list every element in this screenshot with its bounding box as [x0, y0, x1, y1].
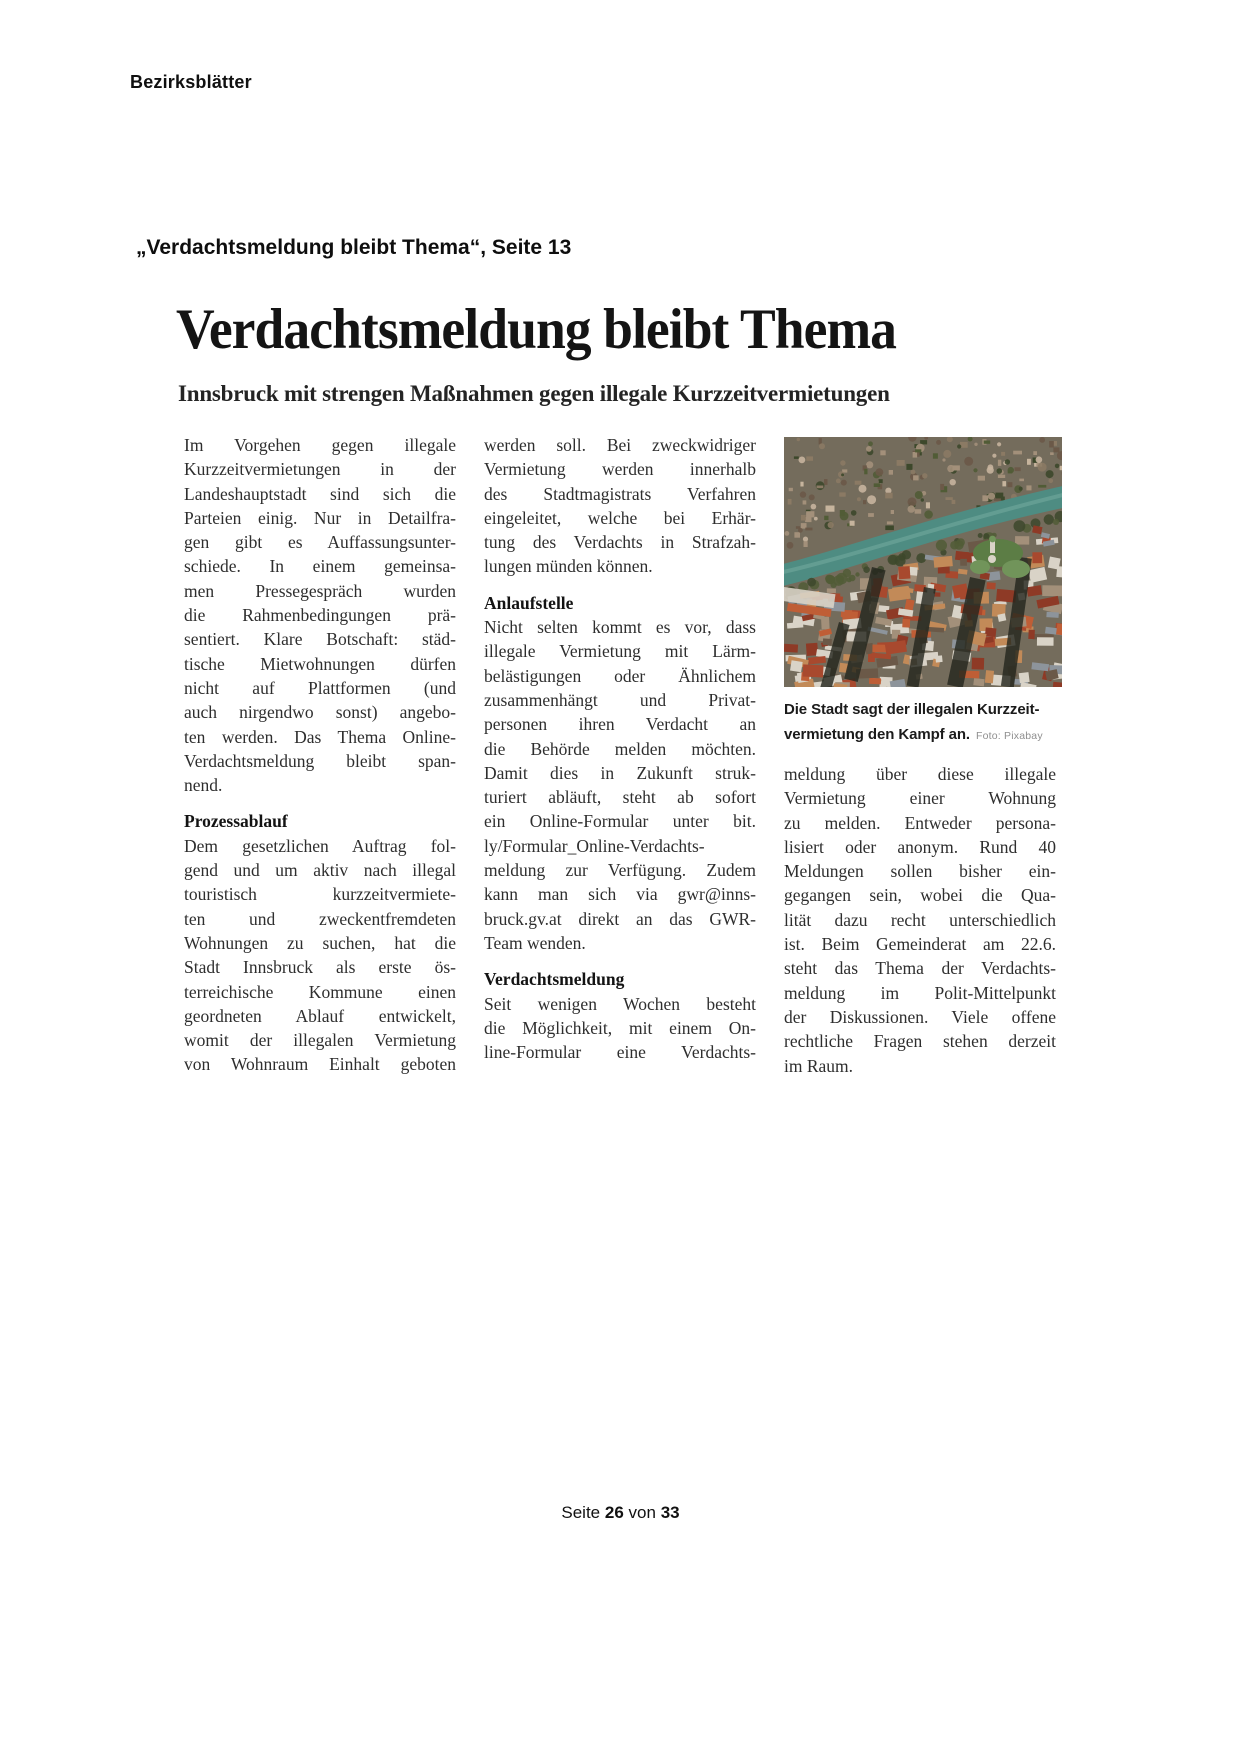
- article-line: zusammenhängt und Privat-: [484, 689, 756, 710]
- article-line: tung des Verdachts in Strafzah-: [484, 532, 756, 553]
- article-line: meldung über diese illegale: [784, 764, 1056, 784]
- paragraph: [484, 433, 756, 579]
- article-line: turiert abläuft, steht ab sofort: [484, 787, 756, 808]
- article-line: von Wohnraum Einhalt geboten: [184, 1054, 456, 1075]
- article-line: Vermietung einer Wohnung: [784, 788, 1056, 809]
- article-line: die Möglichkeit, mit einem On-: [484, 1017, 756, 1038]
- article-line: ly/Formular_Online-Verdachts-: [484, 835, 705, 856]
- photo-credit: Foto: Pixabay: [975, 730, 1043, 742]
- page-footer: [0, 1503, 1241, 1523]
- article-line: personen ihren Verdacht an: [484, 714, 756, 735]
- article-line: Kurzzeitvermietungen in der: [184, 459, 456, 480]
- article-line: auch nirgendwo sonst) angebo-: [184, 702, 456, 723]
- article-line: die Behörde melden möchten.: [484, 738, 756, 759]
- article-line: gen gibt es Auffassungsunter-: [184, 532, 456, 553]
- article-subheadline: Innsbruck mit strengen Maßnahmen gegen illegale Kurzzeitvermietungen: [178, 381, 890, 406]
- article-line: geordneten Ablauf entwickelt,: [184, 1005, 456, 1026]
- article-line: schiede. In einem gemeinsa-: [184, 556, 456, 577]
- paragraph: [484, 992, 756, 1065]
- caption-line: Die Stadt sagt der illegalen Kurzzeit-: [784, 701, 1040, 718]
- article-line: steht das Thema der Verdachts-: [784, 958, 1056, 979]
- article-line: Seit wenigen Wochen besteht: [484, 993, 756, 1014]
- article-line: nicht auf Plattformen (und: [184, 677, 456, 698]
- article-line: des Stadtmagistrats Verfahren: [484, 483, 756, 504]
- article-line: eingeleitet, welche bei Erhär-: [484, 507, 756, 528]
- article-line: Stadt Innsbruck als erste ös-: [184, 957, 456, 978]
- article-line: sentiert. Klare Botschaft: städ-: [184, 629, 456, 650]
- section-heading: Verdachtsmeldung: [484, 969, 625, 990]
- article-headline: Verdachtsmeldung bleibt Thema: [176, 298, 896, 361]
- article-line: Vermietung werden innerhalb: [484, 459, 756, 480]
- article-line: Im Vorgehen gegen illegale: [184, 435, 456, 455]
- article-line: meldung im Polit-Mittelpunkt: [784, 982, 1056, 1003]
- article-line: ten werden. Das Thema Online-: [184, 726, 456, 747]
- article-line: lität dazu recht unterschiedlich: [784, 909, 1056, 930]
- paragraph: [784, 762, 1056, 1078]
- article-line: gegangen sein, wobei die Qua-: [784, 885, 1056, 906]
- article-line: meldung zur Verfügung. Zudem: [484, 860, 756, 881]
- article-line: Meldungen sollen bisher ein-: [784, 861, 1056, 882]
- article-line: lungen münden können.: [484, 556, 653, 577]
- total-page-number: 33: [660, 1503, 680, 1522]
- article-line: Wohnungen zu suchen, hat die: [184, 932, 456, 953]
- photo-caption: [784, 697, 1062, 749]
- article-line: ein Online-Formular unter bit.: [484, 811, 756, 832]
- article-line: zu melden. Entweder persona-: [784, 812, 1056, 833]
- article-line: der Diskussionen. Viele offene: [784, 1006, 1056, 1027]
- article-line: nend.: [184, 775, 223, 796]
- footer-separator: von: [628, 1503, 656, 1522]
- article-line: Verdachtsmeldung bleibt span-: [184, 750, 456, 771]
- article-line: terreichische Kommune einen: [184, 981, 456, 1002]
- footer-prefix: Seite: [561, 1503, 601, 1522]
- paragraph: [484, 615, 756, 955]
- article-line: Dem gesetzlichen Auftrag fol-: [184, 835, 456, 856]
- article-line: ten und zweckentfremdeten: [184, 908, 456, 929]
- article-line: men Pressegespräch wurden: [184, 580, 456, 601]
- article-line: Landeshauptstadt sind sich die: [184, 483, 456, 504]
- article-line: rechtliche Fragen stehen derzeit: [784, 1031, 1056, 1052]
- article-line: kann man sich via gwr@inns-: [484, 884, 756, 905]
- aerial-photo-graphic: [784, 437, 1062, 687]
- article-line: Nicht selten kommt es vor, dass: [484, 617, 756, 638]
- section-heading: Prozessablauf: [184, 811, 288, 832]
- article-line: werden soll. Bei zweckwidriger: [484, 435, 756, 455]
- article-line: Damit dies in Zukunft struk-: [484, 762, 756, 783]
- caption-line: [784, 722, 1062, 749]
- article-line: gend und um aktiv nach illegal: [184, 860, 456, 881]
- article-line: line-Formular eine Verdachts-: [484, 1042, 756, 1063]
- article-line: im Raum.: [784, 1055, 854, 1076]
- aerial-photo: [784, 437, 1062, 687]
- publication-name: Bezirksblätter: [130, 72, 252, 92]
- clip-reference-title: „Verdachtsmeldung bleibt Thema“, Seite 13: [136, 236, 572, 259]
- paragraph: [184, 433, 456, 797]
- section-heading: Anlaufstelle: [484, 592, 574, 613]
- article-line: Team wenden.: [484, 932, 586, 953]
- paragraph: [184, 834, 456, 1077]
- current-page-number: 26: [604, 1503, 624, 1522]
- article-line: Parteien einig. Nur in Detailfra-: [184, 507, 456, 528]
- article-column-3-text: [784, 762, 1056, 1078]
- article-line: tische Mietwohnungen dürfen: [184, 653, 456, 674]
- article-line: touristisch kurzzeitvermiete-: [184, 884, 456, 905]
- article-line: belästigungen oder Ähnlichem: [484, 665, 756, 686]
- article-line: illegale Vermietung mit Lärm-: [484, 641, 756, 662]
- article-line: bruck.gv.at direkt an das GWR-: [484, 908, 756, 929]
- article-line: womit der illegalen Vermietung: [184, 1030, 456, 1051]
- article-line: die Rahmenbedingungen prä-: [184, 605, 456, 626]
- caption-line-text: vermietung den Kampf an.: [784, 726, 970, 743]
- article-column-3: [784, 433, 1056, 1078]
- article-line: lisiert oder anonym. Rund 40: [784, 836, 1056, 857]
- article-column-2: [484, 433, 756, 1064]
- article-line: ist. Beim Gemeinderat am 22.6.: [784, 934, 1056, 955]
- article-column-1: [184, 433, 456, 1077]
